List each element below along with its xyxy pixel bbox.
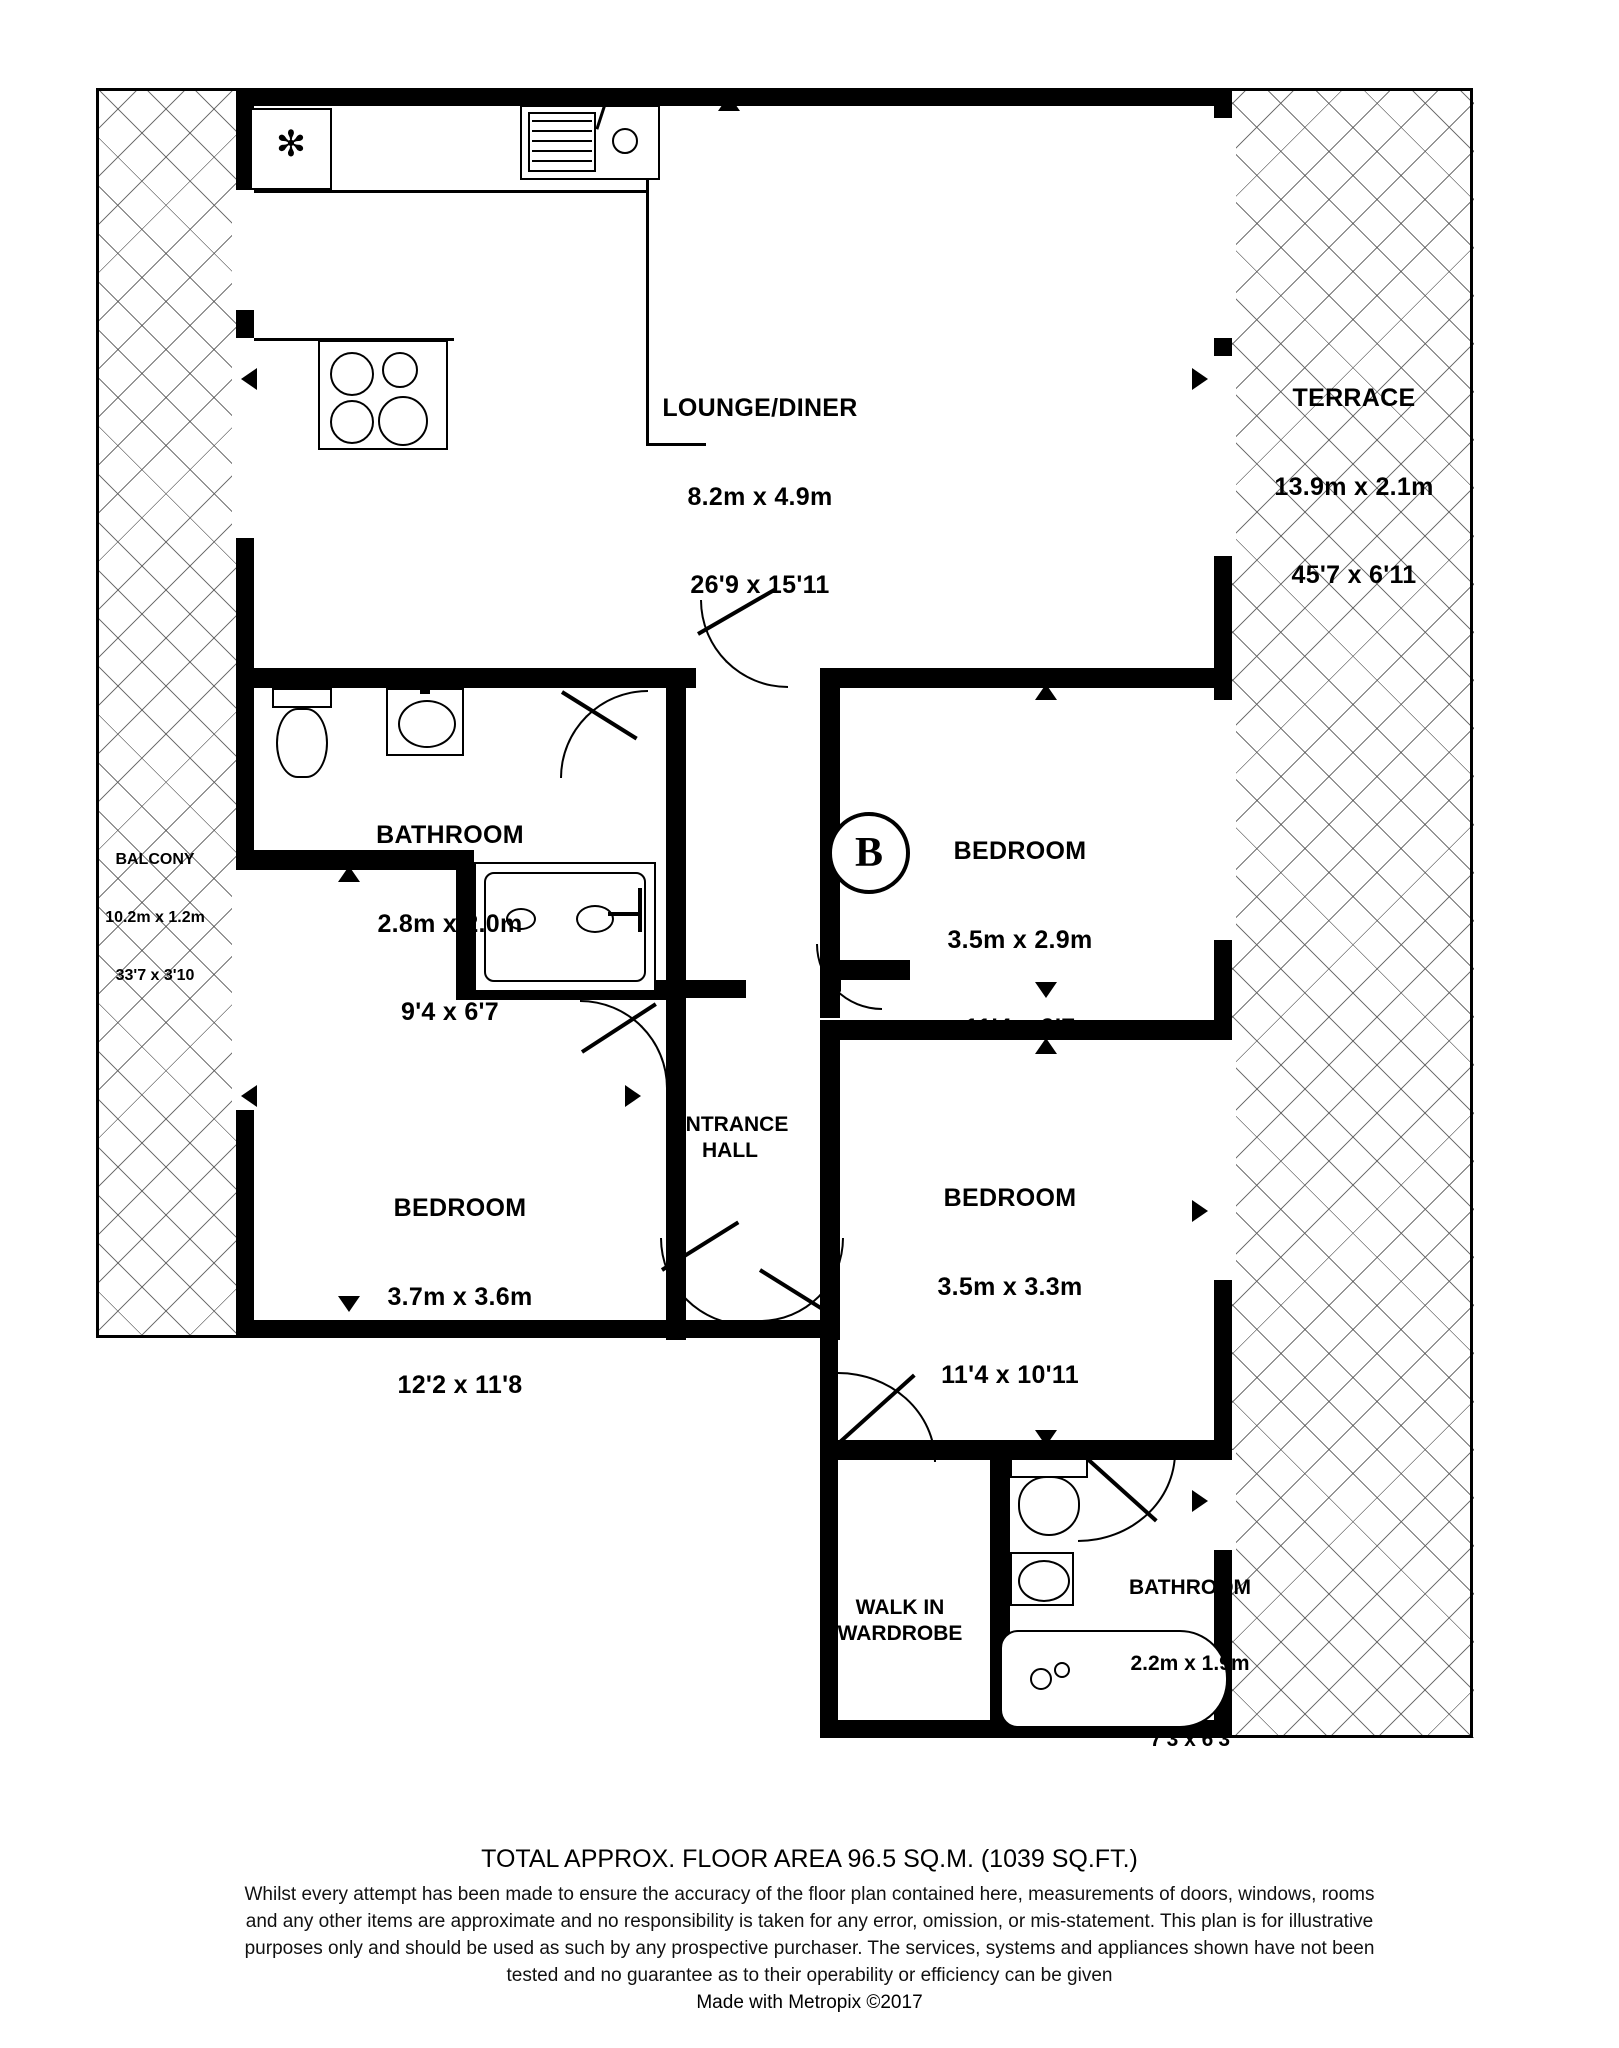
hob-ring-2 xyxy=(330,400,374,444)
washbasin-bowl-icon xyxy=(398,700,456,748)
balcony-name: BALCONY xyxy=(115,851,195,869)
room-label-bedroom-rear xyxy=(870,778,1170,1103)
bathroom-main-imperial: 9'4 x 6'7 xyxy=(400,998,499,1026)
bathtub-plug-icon xyxy=(1030,1668,1052,1690)
terrace-imperial: 45'7 x 6'11 xyxy=(1291,561,1417,589)
room-label-bathroom-main xyxy=(300,762,600,1087)
bedroom-main-imperial: 11'4 x 10'11 xyxy=(941,1361,1079,1389)
bathroom-main-name: BATHROOM xyxy=(376,821,524,849)
balcony-bottom-edge xyxy=(96,1335,236,1338)
window-right-upper xyxy=(1210,118,1236,338)
terrace-top-edge xyxy=(1232,88,1473,91)
window-right-bedroom-rear xyxy=(1210,700,1236,940)
room-label-entrance-hall xyxy=(620,1062,840,1213)
opening-arrow-bedroom-left-west xyxy=(241,1085,257,1107)
opening-arrow-ensuite-east xyxy=(1192,1490,1208,1512)
wall-hall-bottom xyxy=(696,1320,838,1338)
compass-letter: B xyxy=(854,830,883,876)
made-with-text: Made with Metropix ©2017 xyxy=(696,1991,923,2013)
terrace-name: TERRACE xyxy=(1292,384,1416,412)
room-label-walk-in-wardrobe xyxy=(790,1545,1010,1696)
balcony-imperial: 33'7 x 3'10 xyxy=(115,966,195,984)
room-label-bedroom-left xyxy=(310,1135,610,1460)
kitchen-counter-edge-left xyxy=(254,190,649,193)
bedroom-rear-imperial: 11'4 x 9'7 xyxy=(964,1014,1076,1042)
shower-riser-icon xyxy=(638,888,642,932)
window-lounge-left-upper xyxy=(232,190,258,310)
drainer-line-2 xyxy=(532,130,592,132)
bedroom-main-metric: 3.5m x 3.3m xyxy=(937,1272,1083,1301)
hob-ring-1 xyxy=(330,352,374,396)
balcony-hatch xyxy=(96,88,236,1338)
drainer-line-5 xyxy=(532,160,592,162)
hob-ring-4 xyxy=(378,396,428,446)
opening-arrow-hall-west xyxy=(825,970,841,992)
wall-bathroom-main-right xyxy=(666,668,686,998)
opening-arrow-lounge-top xyxy=(718,95,740,111)
bedroom-main-name: BEDROOM xyxy=(943,1184,1077,1212)
drainer-line-3 xyxy=(532,140,592,142)
window-balcony-mid xyxy=(232,900,240,1030)
bedroom-left-name: BEDROOM xyxy=(393,1194,527,1222)
opening-arrow-bedroom-main-east xyxy=(1192,1200,1208,1222)
bedroom-rear-metric: 3.5m x 2.9m xyxy=(947,925,1093,954)
cooker-counter-line xyxy=(254,338,454,341)
wall-stub-hall-a xyxy=(686,980,746,998)
snowflake-icon: ✻ xyxy=(275,123,307,164)
room-label-bathroom-ensuite xyxy=(1060,1525,1320,1802)
opening-arrow-lounge-east xyxy=(1192,368,1208,390)
opening-arrow-bedroom-rear-top xyxy=(1035,684,1057,700)
wall-lounge-bottom-right xyxy=(820,668,1232,688)
footer xyxy=(0,1845,1619,2014)
room-label-lounge-diner xyxy=(560,335,960,660)
balcony-metric: 10.2m x 1.2m xyxy=(105,908,205,926)
bathroom-ensuite-name: BATHROOM xyxy=(1128,1576,1252,1600)
washbasin-tap-icon xyxy=(420,684,430,694)
room-label-balcony xyxy=(90,812,220,1023)
shower-bar-icon xyxy=(608,912,642,916)
drainer-line-4 xyxy=(532,150,592,152)
sink-bowl-icon xyxy=(612,128,638,154)
balcony-top-edge xyxy=(96,88,236,91)
window-right-bedroom-main xyxy=(1210,1040,1236,1280)
bathroom-ensuite-metric: 2.2m x 1.9m xyxy=(1130,1651,1250,1675)
room-label-terrace xyxy=(1224,325,1484,650)
lounge-diner-imperial: 26'9 x 15'11 xyxy=(690,571,830,599)
lounge-diner-name: LOUNGE/DINER xyxy=(662,394,858,422)
hob-ring-3 xyxy=(382,352,418,388)
walk-in-wardrobe-name: WALK IN WARDROBE xyxy=(837,1596,963,1645)
bedroom-left-imperial: 12'2 x 11'8 xyxy=(397,1371,523,1399)
drainer-line-1 xyxy=(532,120,592,122)
room-label-bedroom-main xyxy=(860,1125,1160,1450)
disclaimer-text: Whilst every attempt has been made to ensure the accuracy of the floor plan contained here, measurements of doors, windows, rooms and any other items are approximate and no responsibility is taken for any error, omission, or mis-statement. This plan is for illustrative purposes only and should be used as such by any prospective purchaser. The services, systems and appliances shown have not been tested and no guarantee as to their operability or efficiency can be given xyxy=(244,1884,1375,1986)
entrance-hall-name: ENTRANCE HALL xyxy=(671,1113,789,1162)
balcony-outer-edge xyxy=(96,88,99,1338)
bedroom-left-metric: 3.7m x 3.6m xyxy=(387,1282,533,1311)
total-floor-area: TOTAL APPROX. FLOOR AREA 96.5 SQ.M. (1039 SQ.FT.) xyxy=(481,1845,1138,1873)
lounge-diner-metric: 8.2m x 4.9m xyxy=(687,482,833,511)
terrace-metric: 13.9m x 2.1m xyxy=(1274,472,1434,501)
ensuite-toilet-cistern-icon xyxy=(1010,1458,1088,1478)
bedroom-rear-name: BEDROOM xyxy=(953,837,1087,865)
bathroom-main-metric: 2.8m x 2.0m xyxy=(377,909,523,938)
wall-lounge-bottom-left xyxy=(236,668,696,688)
toilet-cistern-icon xyxy=(272,688,332,708)
opening-arrow-lounge-west xyxy=(241,368,257,390)
bathroom-ensuite-imperial: 7'3 x 6'3 xyxy=(1149,1727,1231,1751)
